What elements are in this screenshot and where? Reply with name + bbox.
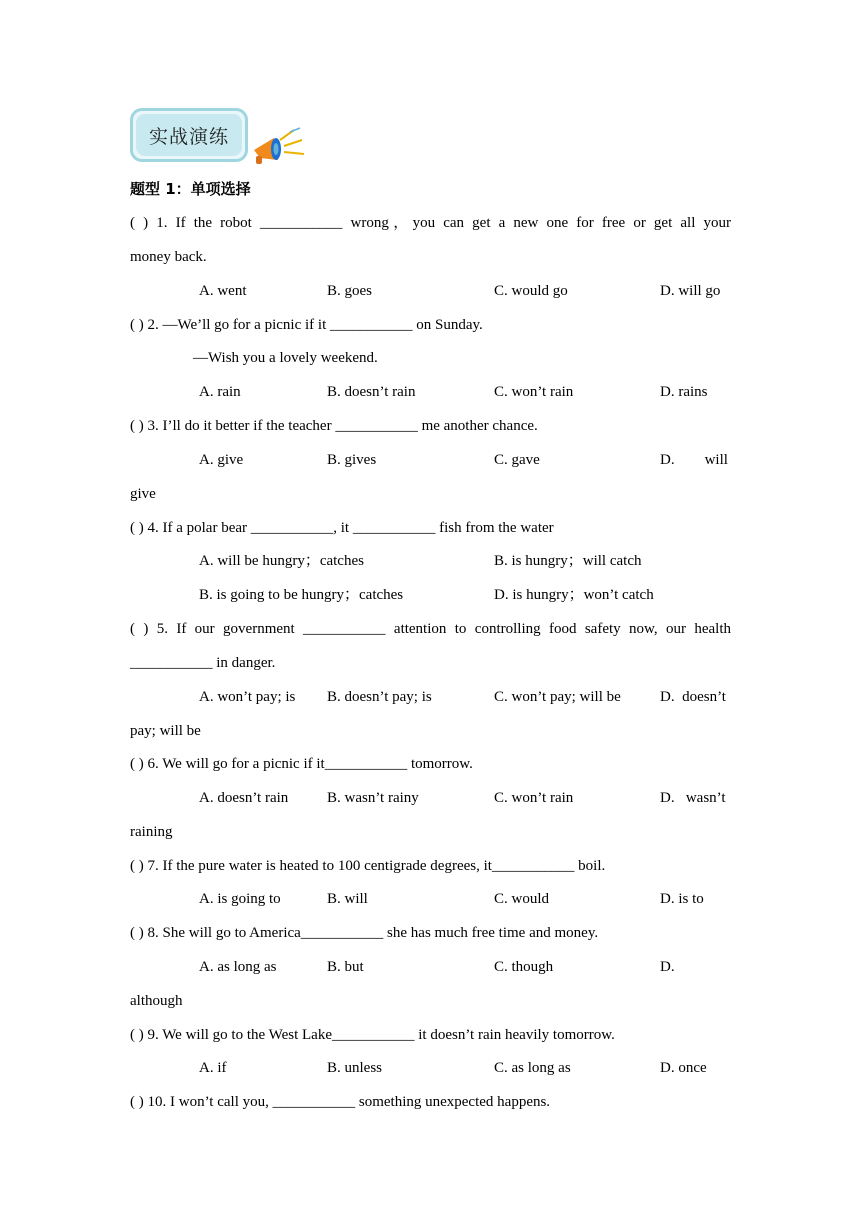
question-5-option-b: B. doesn’t pay; is [327, 689, 432, 705]
question-1-stem-cont: money back. [130, 249, 207, 265]
question-2-stem: ( ) 2. —We’ll go for a picnic if it ___________ on Sunday. [130, 317, 483, 333]
question-2-option-c: C. won’t rain [494, 384, 574, 400]
question-6-option-d-wrap: raining [130, 824, 173, 840]
question-4-option-c: B. is going to be hungry；catches [199, 587, 404, 603]
question-9-option-c: C. as long as [494, 1060, 571, 1076]
question-1-option-d: D. will go [660, 283, 721, 299]
question-4-option-d: D. is hungry；won’t catch [494, 587, 654, 603]
question-4-option-b: B. is hungry；will catch [494, 553, 642, 569]
question-1-stem: ( ) 1. If the robot ___________ wrong，you can get a new one for free or get all your [130, 215, 731, 231]
question-7-stem: ( ) 7. If the pure water is heated to 100 centigrade degrees, it___________ boil. [130, 858, 606, 874]
question-3-option-d-wrap: give [130, 486, 156, 502]
question-8-stem: ( ) 8. She will go to America___________ she has much free time and money. [130, 925, 599, 941]
question-2-option-a: A. rain [199, 384, 241, 400]
question-5-option-c: C. won’t pay; will be [494, 689, 621, 705]
question-1-option-a: A. went [199, 283, 247, 299]
question-2-option-d: D. rains [660, 384, 708, 400]
question-8-option-c: C. though [494, 959, 554, 975]
question-8-option-d-wrap: although [130, 993, 183, 1009]
section-heading: 题型 1：单项选择 [130, 180, 251, 198]
question-4-stem: ( ) 4. If a polar bear ___________, it ___________ fish from the water [130, 520, 554, 536]
question-6-option-c: C. won’t rain [494, 790, 574, 806]
question-8-option-a: A. as long as [199, 959, 277, 975]
question-6-option-d: D. wasn’t [660, 790, 726, 806]
megaphone-icon [250, 126, 308, 168]
question-6-option-a: A. doesn’t rain [199, 790, 289, 806]
question-7-option-a: A. is going to [199, 891, 281, 907]
question-9-option-b: B. unless [327, 1060, 383, 1076]
question-5-option-a: A. won’t pay; is [199, 689, 296, 705]
question-2-option-b: B. doesn’t rain [327, 384, 416, 400]
question-1-option-b: B. goes [327, 283, 372, 299]
question-3-option-c: C. gave [494, 452, 540, 468]
question-7-option-c: C. would [494, 891, 550, 907]
question-7-option-b: B. will [327, 891, 368, 907]
question-6-option-b: B. wasn’t rainy [327, 790, 419, 806]
question-5-option-d: D. doesn’t [660, 689, 726, 705]
question-3-option-b: B. gives [327, 452, 377, 468]
question-7-option-d: D. is to [660, 891, 704, 907]
question-3-stem: ( ) 3. I’ll do it better if the teacher ___________ me another chance. [130, 418, 538, 434]
question-3-option-d: D. will [660, 452, 728, 468]
question-5-stem: ( ) 5. If our government ___________ attention to controlling food safety now, our health [130, 621, 731, 637]
section-badge-label: 实战演练 [136, 114, 242, 156]
question-5-stem-cont: ___________ in danger. [130, 655, 276, 671]
question-4-option-a: A. will be hungry；catches [199, 553, 364, 569]
question-8-option-b: B. but [327, 959, 364, 975]
question-2-reply: —Wish you a lovely weekend. [193, 350, 378, 366]
question-9-option-a: A. if [199, 1060, 227, 1076]
question-10-stem: ( ) 10. I won’t call you, ___________ something unexpected happens. [130, 1094, 551, 1110]
question-5-option-d-wrap: pay; will be [130, 723, 201, 739]
question-1-option-c: C. would go [494, 283, 568, 299]
question-3-option-a: A. give [199, 452, 244, 468]
question-6-stem: ( ) 6. We will go for a picnic if it___________ tomorrow. [130, 756, 473, 772]
question-9-option-d: D. once [660, 1060, 707, 1076]
question-9-stem: ( ) 9. We will go to the West Lake___________ it doesn’t rain heavily tomorrow. [130, 1027, 615, 1043]
section-badge [130, 108, 248, 162]
question-8-option-d: D. [660, 959, 675, 975]
